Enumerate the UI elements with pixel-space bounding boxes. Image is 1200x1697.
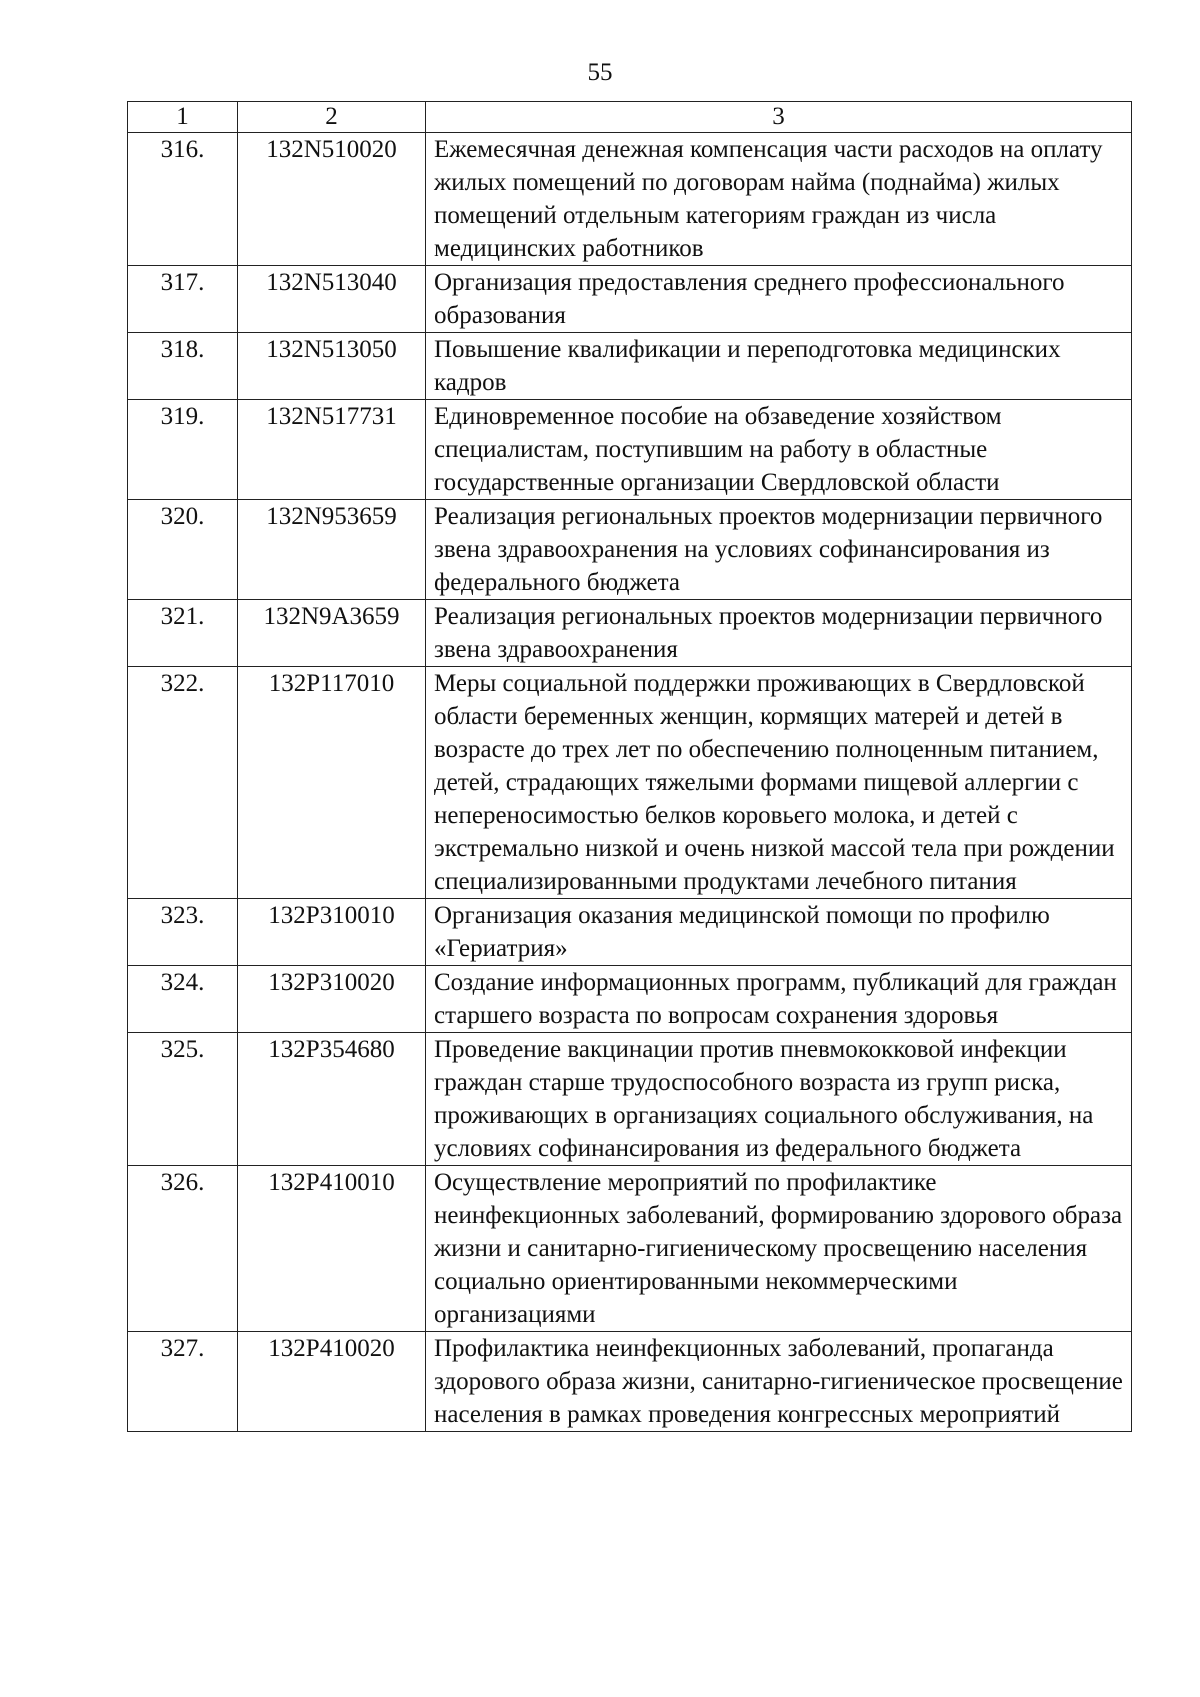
row-number-cell: 327. (128, 1332, 238, 1432)
row-number-cell: 320. (128, 500, 238, 600)
row-number-cell: 318. (128, 333, 238, 400)
row-code-cell: 132N517731 (238, 400, 426, 500)
row-code-cell: 132P410010 (238, 1166, 426, 1332)
table-row (128, 1332, 1132, 1432)
table-row (128, 266, 1132, 333)
table-row (128, 600, 1132, 667)
row-code-cell: 132P117010 (238, 667, 426, 899)
row-description-cell: Реализация региональных проектов модернизации первичного звена здравоохранения (426, 600, 1132, 667)
row-code-cell: 132N510020 (238, 133, 426, 266)
row-code-cell: 132N513050 (238, 333, 426, 400)
table-row (128, 899, 1132, 966)
row-description-cell: Проведение вакцинации против пневмококковой инфекции граждан старше трудоспособного возраста из групп риска, проживающих в организациях социального обслуживания, на условиях софинансирования из федерального бюджета (426, 1033, 1132, 1166)
row-number-cell: 326. (128, 1166, 238, 1332)
row-number-cell: 323. (128, 899, 238, 966)
table-row (128, 1166, 1132, 1332)
table-row (128, 1033, 1132, 1166)
table-row (128, 400, 1132, 500)
row-description-cell: Единовременное пособие на обзаведение хозяйством специалистам, поступившим на работу в областные государственные организации Свердловской области (426, 400, 1132, 500)
table-row (128, 133, 1132, 266)
row-number-cell: 317. (128, 266, 238, 333)
row-description-cell: Повышение квалификации и переподготовка медицинских кадров (426, 333, 1132, 400)
row-code-cell: 132N953659 (238, 500, 426, 600)
row-code-cell: 132N513040 (238, 266, 426, 333)
table-row (128, 667, 1132, 899)
row-description-cell: Ежемесячная денежная компенсация части расходов на оплату жилых помещений по договорам найма (поднайма) жилых помещений отдельным категориям граждан из числа медицинских работников (426, 133, 1132, 266)
row-number-cell: 322. (128, 667, 238, 899)
row-number-cell: 316. (128, 133, 238, 266)
row-description-cell: Профилактика неинфекционных заболеваний, пропаганда здорового образа жизни, санитарно-гигиеническое просвещение населения в рамках проведения конгрессных мероприятий (426, 1332, 1132, 1432)
row-code-cell: 132N9A3659 (238, 600, 426, 667)
row-description-cell: Организация предоставления среднего профессионального образования (426, 266, 1132, 333)
row-description-cell: Осуществление мероприятий по профилактике неинфекционных заболеваний, формированию здорового образа жизни и санитарно-гигиеническому просвещению населения социально ориентированными некоммерческими организациями (426, 1166, 1132, 1332)
column-header-description: 3 (426, 102, 1132, 133)
row-description-cell: Меры социальной поддержки проживающих в Свердловской области беременных женщин, кормящих матерей и детей в возрасте до трех лет по обеспечению полноценным питанием, детей, страдающих тяжелыми формами пищевой аллергии с непереносимостью белков коровьего молока, и детей с экстремально низкой и очень низкой массой тела при рождении специализированными продуктами лечебного питания (426, 667, 1132, 899)
column-header-code: 2 (238, 102, 426, 133)
table-row (128, 333, 1132, 400)
row-number-cell: 321. (128, 600, 238, 667)
row-description-cell: Создание информационных программ, публикаций для граждан старшего возраста по вопросам сохранения здоровья (426, 966, 1132, 1033)
budget-codes-table (127, 101, 1132, 1432)
row-description-cell: Организация оказания медицинской помощи по профилю «Гериатрия» (426, 899, 1132, 966)
row-code-cell: 132P354680 (238, 1033, 426, 1166)
row-description-cell: Реализация региональных проектов модернизации первичного звена здравоохранения на условиях софинансирования из федерального бюджета (426, 500, 1132, 600)
table-header-row (128, 102, 1132, 133)
column-header-number: 1 (128, 102, 238, 133)
row-code-cell: 132P310020 (238, 966, 426, 1033)
table-row (128, 966, 1132, 1033)
row-number-cell: 324. (128, 966, 238, 1033)
table-row (128, 500, 1132, 600)
row-number-cell: 325. (128, 1033, 238, 1166)
page-number: 55 (587, 59, 613, 86)
row-code-cell: 132P310010 (238, 899, 426, 966)
row-code-cell: 132P410020 (238, 1332, 426, 1432)
row-number-cell: 319. (128, 400, 238, 500)
